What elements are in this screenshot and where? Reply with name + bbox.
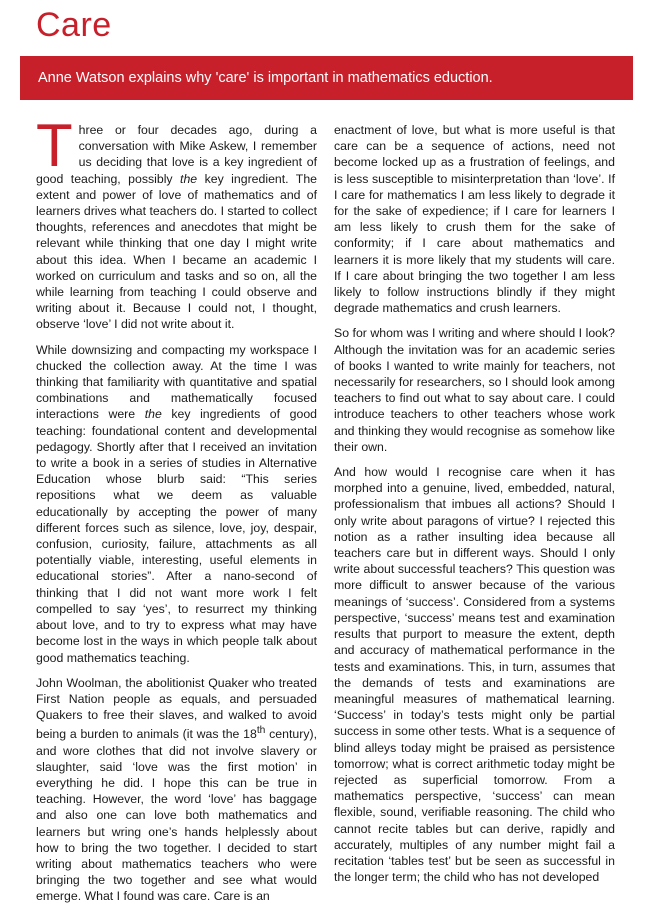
paragraph-text: century), and wore clothes that did not involve slavery or slaughter, said ‘love was the first motion’ in everything he did. I hope this can be true in teaching. However, the word ‘love’ has baggage and also one can love both mathematics and learners but wring one’s hands helplessly about how to bring the two together. I decided to start writing about mathematics teachers who were bringing the two together and see what would emerge. What I found was care. Care is an: [36, 727, 317, 904]
left-column: [36, 112, 317, 914]
subtitle-banner: Anne Watson explains why 'care' is important in mathematics eduction.: [20, 56, 633, 100]
paragraph: [36, 342, 317, 666]
article-title: Care: [36, 6, 112, 44]
paragraph: So for whom was I writing and where should I look? Although the invitation was for an academic series of books I wanted to write mainly for teachers, not necessarily for researchers, so I should look among teachers to find out what to say about care. I could introduce teachers to other teachers whose work and thinking they would recognise as somehow like their own.: [334, 326, 615, 454]
paragraph: enactment of love, but what is more useful is that care can be a sequence of actions, need not become locked up as a frustration of feelings, and is less susceptible to misinterpretation than ‘love’. If I care for mathematics I am less likely to degrade it for the sake of expedience; if I care for learners I am less likely to crush them for the sake of conformity; if I care about mathematics and learners it is more likely that my students will care. If I care about bringing the two together I am less likely to follow instructions blindly if they might degrade mathematics and crush learners.: [334, 123, 615, 316]
paragraph: [36, 112, 317, 333]
paragraph-text: key ingredient. The extent and power of love of mathematics and of learners drives what teachers do. I started to collect thoughts, references and anecdotes that might be relevant while thinking that one day I might write about this idea. When I became an academic I worked on curriculum and tasks and so on, all the while learning from teaching I could observe and writing about it. Because I could not, I thought, observe ‘love’ I did not write about it.: [36, 171, 317, 332]
emphasis: the: [144, 407, 162, 422]
paragraph-text: John Woolman, the abolitionist Quaker who treated First Nation people as equals, and persuaded Quakers to free their slaves, and walked to avoid being a burden to animals (it was the 18: [36, 675, 317, 742]
right-column: [334, 122, 615, 894]
paragraph-text: hree or four decades ago, during a conversation with Mike Askew, I remember us deciding that love is a key ingredient of good teaching, possibly: [36, 123, 317, 186]
drop-cap: T: [36, 112, 73, 179]
emphasis: the: [180, 171, 198, 186]
paragraph: And how would I recognise care when it has morphed into a genuine, lived, embedded, natural, professionalism that imbues all actions? Should I only write about paragons of virtue? I rejected this notion as a rather insulting idea because all teachers care but in different ways. Should I only write about successful teachers? This question was more difficult to answer because of the various meanings of ‘success’. Considered from a systems perspective, ‘success’ means test and examination results that purport to measure the extent, depth and accuracy of mathematical performance in the tests and examinations. This, in turn, assumes that the demands of tests and examinations are meaningful measures of mathematical learning. ‘Success’ in today’s tests might only be partial success in some other tests. What is a sequence of blind alleys today might be praised as persistence tomorrow; what is correct arithmetic today might be rejected as superficial tomorrow. From a mathematics perspective, ‘success’ can mean flexible, sound, verifiable reasoning. The child who cannot recite tables but can derive, rapidly and accurately, multiples of any number might fail a recitation ‘tables test’ but be seen as successful in the longer term; the child who has not developed: [334, 465, 615, 885]
paragraph-text: key ingredients of good teaching: foundational content and developmental pedagogy. Shortly after that I received an invitation to write a book in a series of studies in Alternative Education whose blurb said: “This series repositions what we deem as valuable educationally by accepting the power of many different forces such as silence, love, joy, despair, confusion, curiosity, failure, attachments as all potentially viable, interesting, useful elements in educational stories”. After a nano-second of thinking that I did not want more work I felt compelled to say ‘yes’, to resurrect my thinking about love, and to try to express what may have become lost in the ways in which people talk about good mathematics teaching.: [36, 407, 317, 665]
superscript: th: [256, 725, 266, 737]
paragraph: [36, 675, 317, 905]
paragraph-text: While downsizing and compacting my workspace I chucked the collection away. At the time I was thinking that familiarity with quantitative and spatial combinations and mathematically focused interactions were: [36, 342, 317, 422]
